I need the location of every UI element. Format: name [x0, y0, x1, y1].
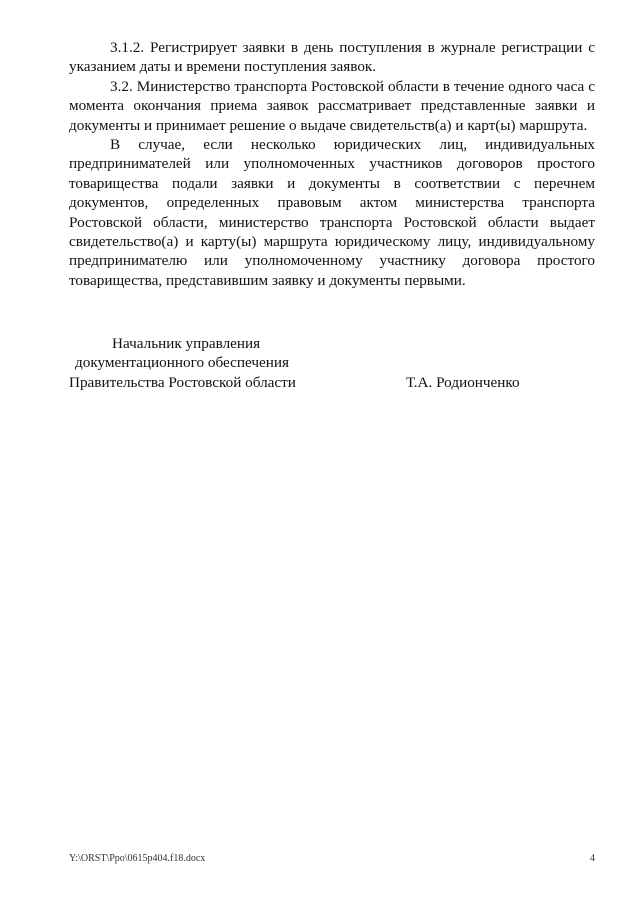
signature-title-line-2: документационного обеспечения: [75, 354, 289, 372]
footer-file-path: Y:\ORST\Ppo\0615p404.f18.docx: [69, 853, 206, 864]
paragraph-3-1-2: 3.1.2. Регистрирует заявки в день поступления в журнале регистрации с указанием даты и времени поступления заявок.: [69, 39, 595, 76]
paragraph-3-2: 3.2. Министерство транспорта Ростовской области в течение одного часа с момента окончания приема заявок рассматривает представленные заявки и документы и принимает решение о выдаче свидетельств(а) и карт(ы) маршрута.: [69, 77, 595, 134]
signature-title-line-3: Правительства Ростовской области: [69, 373, 296, 391]
signature-row: [69, 373, 595, 392]
signature-block: [69, 334, 595, 392]
signatory-name: Т.А. Родионченко: [406, 373, 520, 391]
page-number: 4: [590, 853, 595, 864]
paragraph-case: В случае, если несколько юридических лиц, индивидуальных предпринимателей или уполномоченных участников договоров простого товарищества подали заявки и документы в соответствии с перечнем документов, определенных правовым актом министерства транспорта Ростовской области, министерство транспорта Ростовской области выдает свидетельство(а) и карту(ы) маршрута юридическому лицу, индивидуальному предпринимателю или уполномоченному участнику договора простого товарищества, представившим заявку и документы первыми.: [69, 136, 595, 289]
document-body: [69, 38, 595, 290]
signature-title-line-1: Начальник управления: [112, 335, 261, 352]
